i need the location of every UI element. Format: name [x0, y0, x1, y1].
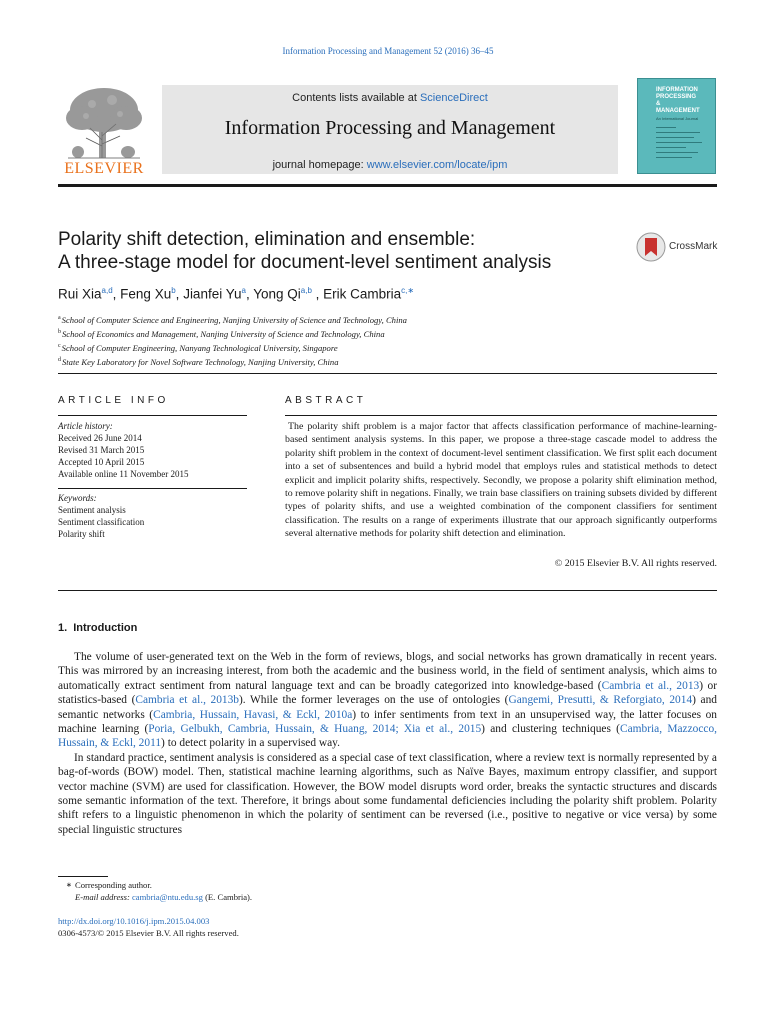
section-heading-introduction — [58, 622, 143, 634]
homepage-line — [162, 159, 618, 171]
author-name: Rui Xia — [58, 286, 102, 302]
cover-decoration — [656, 152, 698, 153]
author-name: Yong Qi — [253, 286, 301, 302]
section-rule — [58, 373, 717, 374]
corresponding-author-label: Corresponding author. — [75, 880, 152, 890]
journal-header-band — [162, 85, 618, 174]
journal-title: Information Processing and Management — [224, 117, 556, 139]
intro-paragraph-1 — [58, 650, 717, 751]
cover-decoration — [656, 127, 676, 128]
title-line-2: A three-stage model for document-level sentiment analysis — [58, 252, 552, 273]
body-text: The volume of user-generated text on the Web in the form of reviews, blogs, and social networks has grown dramatically in recent years. This was mirrored by an increasing interest, from both the academic and the business world, in the field of sentiment analysis, which aims to automatically extract sentiment from natural language text and can be broadly categorized into knowledge-based ( — [58, 651, 717, 692]
corresponding-author-note — [58, 879, 458, 891]
abstract-text: The polarity shift problem is a major factor that affects classification performance of machine-learning-based sentiment analysis systems. In this paper, we propose a three-stage cascade model to address the polarity shift problem in the context of document-level sentiment classification. We first split each document into a set of subsentences and build a hybrid model that employs rules and statistical methods to detect explicit and implicit polarity shifts, respectively. Secondly, we propose a polarity shift elimination method, to remove polarity shift in negations. Finally, we train base classifiers on training subsets divided by different types of polarity shifts, and use a weighted combination of the component classifiers for sentiment classification. The results on a range of experiments illustrate that our approach significantly outperforms several alternative methods for polarity shift detection and elimination. — [285, 421, 717, 540]
publisher-name: ELSEVIER — [64, 160, 144, 177]
contents-prefix: Contents lists available at — [292, 92, 420, 104]
footnotes — [58, 879, 458, 903]
section-rule — [58, 590, 717, 591]
author-name: Feng Xu — [120, 286, 172, 302]
article-history — [58, 420, 248, 480]
affiliation-key: a — [58, 315, 61, 321]
abstract-rule — [285, 415, 717, 416]
keyword: Polarity shift — [58, 529, 105, 539]
history-entry: Received 26 June 2014 — [58, 433, 142, 443]
history-entry: Revised 31 March 2015 — [58, 445, 145, 455]
cover-subtitle: An International Journal — [656, 116, 699, 121]
article-info-rule — [58, 415, 247, 416]
journal-homepage-link[interactable]: www.elsevier.com/locate/ipm — [366, 159, 508, 171]
section-title: Introduction — [73, 622, 138, 634]
author-separator: , — [245, 286, 254, 302]
email-owner: (E. Cambria). — [205, 892, 253, 902]
keyword: Sentiment classification — [58, 517, 145, 527]
affiliation-key: b — [58, 328, 61, 335]
footnote-mark: ∗ — [66, 881, 72, 889]
cover-title: INFORMATION PROCESSING & MANAGEMENT — [656, 87, 700, 114]
citation-link[interactable]: Cambria et al., 2013b — [135, 694, 240, 707]
body-text: ) and semantic networks ( — [58, 694, 717, 721]
footnote-rule — [58, 876, 108, 877]
body-text: ) or statistics-based ( — [58, 679, 717, 707]
crossmark-label: CrossMark — [669, 241, 718, 252]
contents-line — [162, 92, 618, 104]
keywords-label: Keywords: — [58, 493, 97, 503]
affiliation-text: School of Computer Science and Engineering, Nanjing University of Science and Technology, China — [61, 314, 407, 325]
journal-citation[interactable]: Information Processing and Management 52 (2016) 36–45 — [282, 46, 494, 56]
author-name: Erik Cambria — [323, 286, 402, 302]
history-entry: Available online 11 November 2015 — [58, 469, 189, 479]
article-title — [58, 228, 618, 274]
cover-decoration — [656, 147, 686, 148]
affiliation-key: c — [58, 342, 61, 349]
email-link[interactable]: cambria@ntu.edu.sg — [131, 892, 203, 902]
email-note — [58, 891, 458, 903]
cover-decoration — [656, 137, 694, 138]
affiliation-text: School of Economics and Management, Nanjing University of Science and Technology, China — [62, 328, 385, 339]
intro-paragraph-2: In standard practice, sentiment analysis is considered as a special case of text classification, where a review text is normally represented by a bag-of-words (BOW) model. Then, statistical machine learning algorithms, such as Naïve Bayes, maximum entropy classifier, and support vector machine (SVM) are used for classification. However, the BOW model disrupts word order, breaks the syntactic structures and discards some semantic information of the text. Therefore, it brings about some fundamental deficiencies including the polarity shift problem. Polarity shift refers to a linguistic phenomenon in which the polarity of sentiment can be reversed (i.e., positive to negative or vice versa) by some special linguistic structures — [58, 751, 717, 836]
keyword: Sentiment analysis — [58, 505, 126, 515]
affiliation-item — [58, 354, 658, 368]
doi-link[interactable]: http://dx.doi.org/10.1016/j.ipm.2015.04.003 — [58, 916, 210, 926]
introduction-body — [58, 650, 717, 837]
email-label: E-mail address: — [75, 892, 130, 902]
body-text: ) to infer sentiments from text in an unsupervised way, the latter focuses on machine learning ( — [58, 708, 717, 736]
crossmark-badge[interactable] — [636, 232, 726, 262]
history-entry: Accepted 10 April 2015 — [58, 457, 145, 467]
affiliation-key: d — [58, 356, 61, 363]
affiliation-text: State Key Laboratory for Novel Software Technology, Nanjing University, China — [62, 356, 339, 367]
cover-decoration — [656, 142, 702, 143]
author-name: Jianfei Yu — [183, 286, 242, 302]
sciencedirect-link[interactable]: ScienceDirect — [419, 92, 488, 104]
section-number: 1. — [58, 622, 68, 634]
abstract-heading: ABSTRACT — [285, 395, 367, 406]
title-line-1: Polarity shift detection, elimination and ensemble: — [58, 229, 476, 250]
body-text: ) and clustering techniques ( — [481, 723, 620, 736]
author-separator: , — [175, 286, 184, 302]
journal-cover-thumbnail[interactable] — [637, 78, 716, 174]
keywords-rule — [58, 488, 247, 489]
cover-decoration — [656, 132, 700, 133]
homepage-prefix: journal homepage: — [272, 159, 367, 171]
masthead-rule — [58, 184, 717, 187]
affiliation-item — [58, 326, 658, 340]
author-separator: , — [112, 286, 121, 302]
author-affiliation-marker[interactable]: b — [171, 286, 176, 295]
cover-decoration — [656, 157, 692, 158]
citation-link[interactable]: Cambria, Hussain, Havasi, & Eckl, 2010a — [153, 708, 353, 721]
abstract-copyright: © 2015 Elsevier B.V. All rights reserved. — [554, 558, 717, 569]
crossmark-icon — [636, 232, 666, 262]
author-affiliation-marker[interactable]: a,b — [300, 286, 312, 295]
history-label: Article history: — [58, 421, 113, 431]
keywords — [58, 492, 248, 540]
affiliation-text: School of Computer Engineering, Nanyang Technological University, Singapore — [61, 342, 338, 353]
citation-link[interactable]: Cambria, Mazzocco, Hussain, & Eckl, 2011 — [58, 723, 717, 750]
affiliations — [58, 312, 658, 367]
body-text: ). While the former leverages on the use of ontologies ( — [239, 694, 509, 707]
author-affiliation-marker[interactable]: a — [241, 286, 246, 295]
affiliation-item — [58, 312, 658, 326]
author-affiliation-marker[interactable]: c,∗ — [401, 286, 415, 295]
author-separator: , — [311, 286, 324, 302]
author-list — [58, 286, 414, 302]
journal-masthead — [58, 76, 717, 176]
author-affiliation-marker[interactable]: a,d — [101, 286, 113, 295]
citation-link[interactable]: Gangemi, Presutti, & Reforgiato, 2014 — [508, 694, 693, 707]
citation-link[interactable]: Poria, Gelbukh, Cambria, Hussain, & Huang, 2014; Xia et al., 2015 — [148, 723, 482, 736]
affiliation-item — [58, 340, 658, 354]
body-text: ) to detect polarity in a supervised way. — [161, 737, 340, 750]
citation-link[interactable]: Cambria et al., 2013 — [601, 679, 700, 692]
article-info-heading: ARTICLE INFO — [58, 395, 169, 406]
doi-block — [58, 915, 458, 939]
issn-copyright: 0306-4573/© 2015 Elsevier B.V. All rights reserved. — [58, 928, 239, 938]
